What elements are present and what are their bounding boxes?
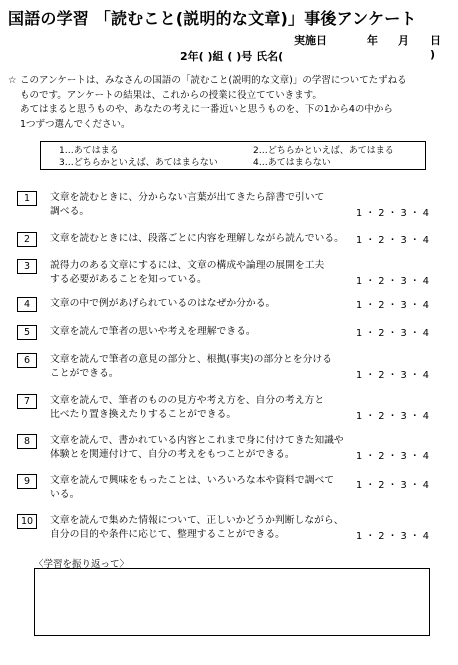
question-text-line: 説得力のある文章にするには、文章の構成や論理の展開を工夫: [50, 260, 325, 271]
rating-scale[interactable]: 1 ・ 2 ・ 3 ・ 4: [356, 300, 430, 311]
question-number: 1: [17, 191, 37, 206]
rating-scale[interactable]: 1 ・ 2 ・ 3 ・ 4: [356, 370, 430, 381]
rating-scale[interactable]: 1 ・ 2 ・ 3 ・ 4: [356, 328, 430, 339]
question-text: [50, 394, 354, 422]
reflection-answer-box[interactable]: [34, 568, 430, 636]
reflection-label: 〈学習を振り返って〉: [34, 559, 130, 570]
question-text: [50, 191, 354, 219]
question-text-line: 比べたり置き換えたりすることができる。: [50, 409, 237, 420]
question-number: 6: [17, 353, 37, 368]
question-number: 10: [17, 514, 37, 529]
instruction-line: あてはまると思うものや、あなたの考えに一番近いと思うものを、下の1から4の中から: [20, 104, 393, 115]
rating-scale[interactable]: 1 ・ 2 ・ 3 ・ 4: [356, 451, 430, 462]
instruction-line: このアンケートは、みなさんの国語の「読むこと(説明的な文章)」の学習についてたずねる: [20, 75, 407, 86]
question-text-line: 自分の目的や条件に応じて、整理することができる。: [50, 529, 285, 540]
legend-option-4: 4…あてはまらない: [253, 158, 331, 168]
rating-scale[interactable]: 1 ・ 2 ・ 3 ・ 4: [356, 411, 430, 422]
question-number: 9: [17, 474, 37, 489]
rating-scale[interactable]: 1 ・ 2 ・ 3 ・ 4: [356, 235, 430, 246]
question-number: 5: [17, 325, 37, 340]
year-label: 年: [367, 34, 378, 47]
date-label: 実施日: [294, 34, 327, 47]
question-text-line: いる。: [50, 489, 80, 500]
rating-scale[interactable]: 1 ・ 2 ・ 3 ・ 4: [356, 276, 430, 287]
month-label: 月: [398, 34, 409, 47]
question-text-line: 調べる。: [50, 206, 90, 217]
question-text-line: する必要があることを知っている。: [50, 274, 207, 285]
rating-scale[interactable]: 1 ・ 2 ・ 3 ・ 4: [356, 208, 430, 219]
question-text-line: 文章を読んで、筆者のものの見方や考え方を、自分の考え方と: [50, 395, 325, 406]
question-text-line: 文章を読んで筆者の思いや考えを理解できる。: [50, 326, 256, 337]
question-text-line: 体験とを関連付けて、自分の考えをもつことができる。: [50, 449, 295, 460]
answer-legend: [40, 141, 426, 170]
instruction-line: 1つずつ選んでください。: [20, 118, 131, 130]
question-text-line: 文章を読んで集めた情報について、正しいかどうか判断しながら、: [50, 515, 344, 526]
question-text: [50, 434, 354, 462]
question-text-line: 文章を読んで、書かれている内容とこれまで身に付けてきた知識や: [50, 435, 344, 446]
star-icon: ☆: [8, 75, 17, 86]
question-text-line: 文章を読んで筆者の意見の部分と、根拠(事実)の部分とを分ける: [50, 354, 332, 365]
question-text-line: ことができる。: [50, 368, 119, 379]
instruction-line: ものです。アンケートの結果は、これからの授業に役立てていきます。: [20, 89, 322, 101]
question-text: [50, 474, 354, 502]
question-text: [50, 259, 354, 287]
question-text-line: 文章の中で例があげられているのはなぜか分かる。: [50, 298, 276, 309]
day-label: 日: [430, 34, 441, 47]
question-text: [50, 325, 354, 339]
legend-option-3: 3…どちらかといえば、あてはまらない: [59, 158, 218, 168]
question-text-line: 文章を読むときには、段落ごとに内容を理解しながら読んでいる。: [50, 233, 344, 244]
question-number: 8: [17, 434, 37, 449]
question-number: 4: [17, 297, 37, 312]
legend-option-1: 1…あてはまる: [59, 146, 119, 156]
question-number: 3: [17, 259, 37, 274]
name-close-paren: ): [430, 48, 436, 61]
question-text-line: 文章を読んで興味をもったことは、いろいろな本や資料で調べて: [50, 475, 335, 486]
question-text: [50, 514, 354, 542]
question-text: [50, 232, 354, 246]
rating-scale[interactable]: 1 ・ 2 ・ 3 ・ 4: [356, 480, 430, 491]
legend-option-2: 2…どちらかといえば、あてはまる: [253, 146, 394, 156]
question-text-line: 文章を読むときに、分からない言葉が出てきたら辞書で引いて: [50, 192, 325, 203]
instructions: [8, 74, 448, 132]
question-text: [50, 353, 354, 381]
class-name-line: 2年( )組 ( )号 氏名(: [180, 50, 284, 63]
page-title: 国語の学習 「読むこと(説明的な文章)」事後アンケート: [8, 9, 417, 28]
rating-scale[interactable]: 1 ・ 2 ・ 3 ・ 4: [356, 531, 430, 542]
question-text: [50, 297, 354, 311]
question-number: 2: [17, 232, 37, 247]
question-number: 7: [17, 394, 37, 409]
